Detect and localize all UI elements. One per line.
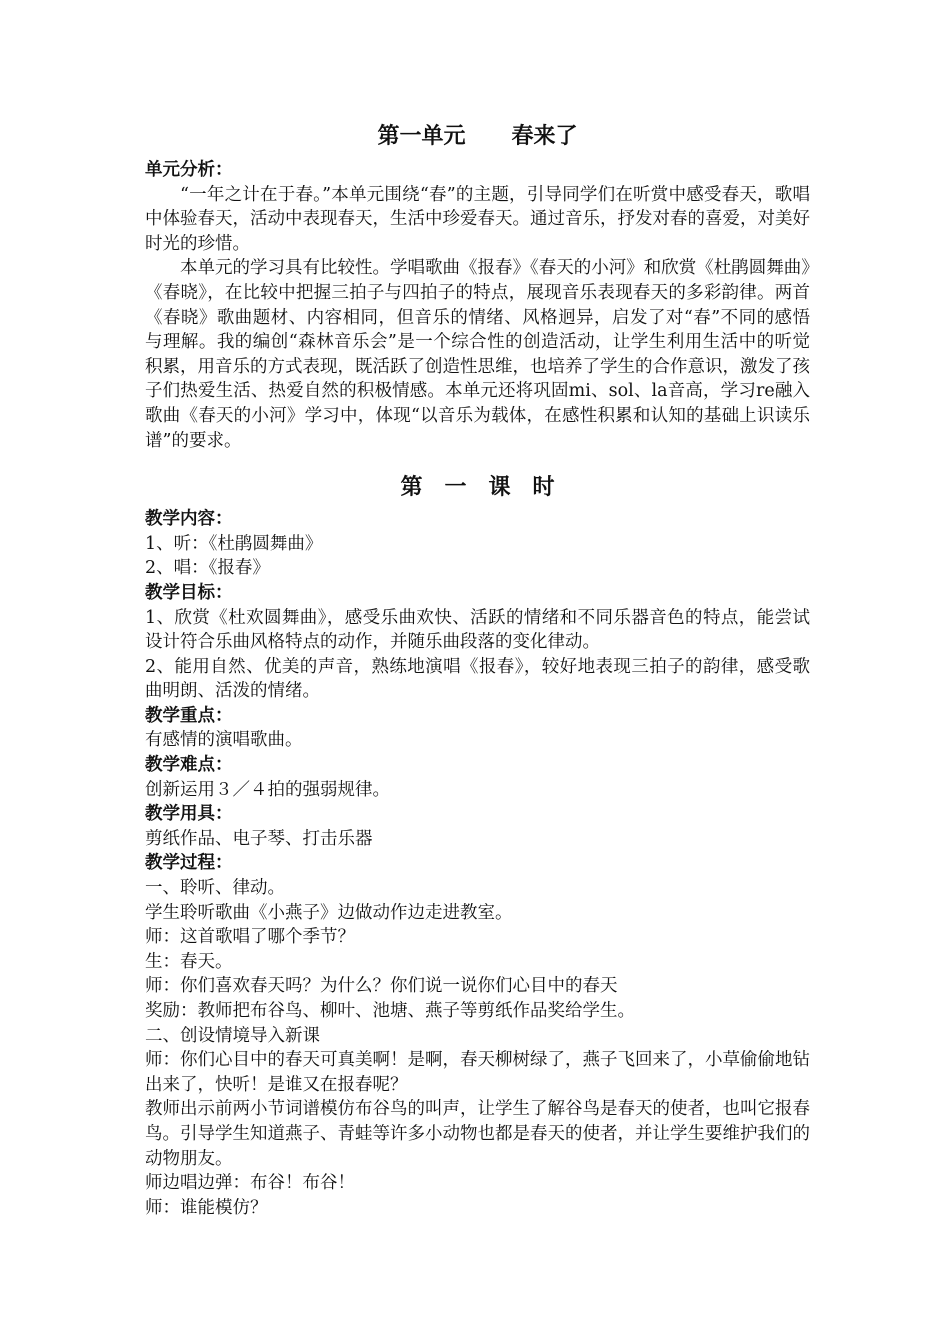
key-text: 有感情的演唱歌曲。 <box>145 730 303 751</box>
content-item: 1、听：《杜鹃圆舞曲》 <box>145 533 323 554</box>
unit-analysis-heading: 单元分析： <box>145 160 233 180</box>
process-line: 师：你们心目中的春天可真美啊！是啊，春天柳树绿了，燕子飞回来了，小草偷偷地钻出来了，快听！是谁又在报春呢？ <box>145 1050 810 1095</box>
unit-paragraph-2: 本单元的学习具有比较性。学唱歌曲《报春》《春天的小河》和欣赏《杜鹃圆舞曲》《春晓》，在比较中把握三拍子与四拍子的特点，展现音乐表现春天的多彩韵律。两首《春晓》歌曲题材、内容相同，但音乐的情绪、风格迥异，启发了对“春”不同的感悟与理解。我的编创“森林音乐会”是一个综合性的创造活动，让学生利用生活中的听觉积累，用音乐的方式表现，既活跃了创造性思维，也培养了学生的合作意识，激发了孩子们热爱生活、热爱自然的积极情感。本单元还将巩固mi、sol、la音高，学习re融入歌曲《春天的小河》学习中，体现“以音乐为载体，在感性积累和认知的基础上识读乐谱”的要求。 <box>145 258 810 451</box>
process-line: 师：你们喜欢春天吗？为什么？你们说一说你们心目中的春天 <box>145 976 618 997</box>
process-line: 师边唱边弹：布谷！布谷！ <box>145 1173 355 1194</box>
process-line: 奖励：教师把布谷鸟、柳叶、池塘、燕子等剪纸作品奖给学生。 <box>145 1001 635 1021</box>
process-line: 师：谁能模仿？ <box>145 1197 268 1218</box>
content-heading: 教学内容： <box>145 509 233 530</box>
lesson-title: 第一课时 <box>400 474 577 501</box>
key-heading: 教学重点： <box>145 705 233 726</box>
process-heading: 教学过程： <box>145 853 233 874</box>
process-line: 生：春天。 <box>145 951 233 972</box>
tools-heading: 教学用具： <box>145 804 233 825</box>
tools-text: 剪纸作品、电子琴、打击乐器 <box>145 828 373 849</box>
process-line: 教师出示前两小节词谱模仿布谷鸟的叫声，让学生了解谷鸟是春天的使者，也叫它报春鸟。引导学生知道燕子、青蛙等许多小动物也都是春天的使者，并让学生要维护我们的动物朋友。 <box>145 1099 810 1169</box>
goals-heading: 教学目标： <box>145 582 233 603</box>
difficulty-text: 创新运用３／４拍的强弱规律。 <box>145 779 390 800</box>
process-line: 一、聆听、律动。 <box>145 878 285 899</box>
goal-item: 2、能用自然、优美的声音，熟练地演唱《报春》，较好地表现三拍子的韵律，感受歌曲明朗、活泼的情绪。 <box>145 656 810 702</box>
content-item: 2、唱：《报春》 <box>145 558 270 579</box>
unit-title: 第一单元 春来了 <box>377 123 578 149</box>
process-line: 学生聆听歌曲《小燕子》边做动作边走进教室。 <box>145 902 513 923</box>
process-line: 二、创设情境导入新课 <box>145 1025 320 1046</box>
process-line: 师：这首歌唱了哪个季节？ <box>145 927 355 948</box>
difficulty-heading: 教学难点： <box>145 755 233 776</box>
unit-paragraph-1: “一年之计在于春。”本单元围绕“春”的主题，引导同学们在听赏中感受春天，歌唱中体验春天，活动中表现春天，生活中珍爱春天。通过音乐，抒发对春的喜爱，对美好时光的珍惜。 <box>145 184 810 254</box>
document-body <box>145 120 810 1220</box>
goal-item: 1、欣赏《杜欢圆舞曲》，感受乐曲欢快、活跃的情绪和不同乐器音色的特点，能尝试设计符合乐曲风格特点的动作，并随乐曲段落的变化律动。 <box>145 607 810 653</box>
